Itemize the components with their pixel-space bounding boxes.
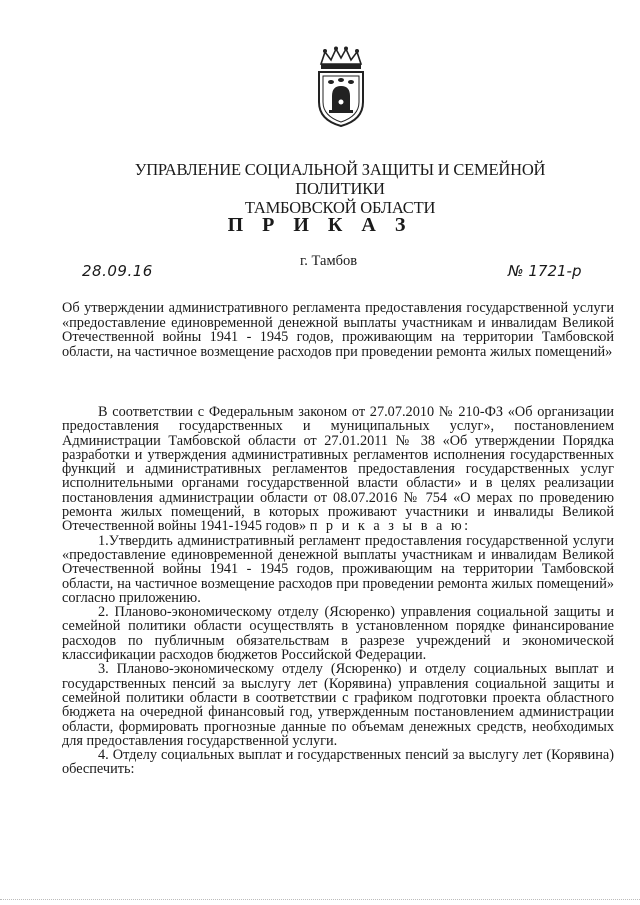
document-type-title: П Р И К А З bbox=[227, 214, 413, 236]
preamble-text: В соответствии с Федеральным законом от 27.07.2010 № 210-ФЗ «Об организации предоставления государственных и муниципальных услуг», постановлением Администрации Тамбовской области от 27.01.2011 № 38 «Об утверждении Порядка разработки и утверждения административных регламентов исполнения государственных функций и административных регламентов предоставления государственных услуг исполнительными органами государственной власти области» и в целях реализации постановления администрации области от 08.07.2016 № 754 «О мерах по проведению ремонта жилых помещений, в которых проживают участники и инвалиды Великой Отечественной войны 1941-1945 годов» bbox=[62, 404, 614, 535]
city-label: г. Тамбов bbox=[300, 253, 358, 269]
order-item-1: 1.Утвердить административный регламент предоставления государственной услуги «предоставление единовременной денежной выплаты участникам и инвалидам Великой Отечественной войны 1941 - 1945 годов, проживающим на территории Тамбовской области, на частичное возмещение расходов при проведении ремонта жилых помещений» согласно приложению. bbox=[62, 532, 614, 606]
order-subject bbox=[62, 301, 614, 359]
order-item-2: 2. Планово-экономическому отделу (Ясюренко) управления социальной защиты и семейной политики области осуществлять в установленном порядке финансирование расходов по публичным обязательствам в разрезе учреждений и экономической классификации расходов бюджетов Российской Федерации. bbox=[62, 604, 614, 664]
agency-name-line1: УПРАВЛЕНИЕ СОЦИАЛЬНОЙ ЗАЩИТЫ И СЕМЕЙНОЙ ПОЛИТИКИ bbox=[134, 160, 546, 198]
agency-name-line2: ТАМБОВСКОЙ ОБЛАСТИ bbox=[244, 198, 436, 217]
order-word: п р и к а з ы в а ю: bbox=[309, 518, 471, 535]
preamble-paragraph bbox=[62, 405, 614, 534]
handwritten-date: 28.09.16 bbox=[82, 262, 153, 280]
subject-text: Об утверждении административного регламента предоставления государственной услуги «предоставление единовременной денежной выплаты участникам и инвалидам Великой Отечественной войны 1941 - 1945 годов, проживающим на территории Тамбовской области, на частичное возмещение расходов при проведении ремонта жилых помещений» bbox=[62, 300, 614, 360]
order-body bbox=[62, 405, 614, 777]
order-item-4: 4. Отделу социальных выплат и государственных пенсий за выслугу лет (Корявина) обеспечить: bbox=[62, 747, 614, 778]
scan-edge-line bbox=[0, 899, 640, 901]
coat-of-arms-emblem bbox=[313, 46, 369, 128]
agency-name bbox=[90, 160, 590, 217]
order-item-3: 3. Планово-экономическому отделу (Ясюренко) и отделу социальных выплат и государственных пенсий за выслугу лет (Корявина) управления социальной защиты и семейной политики области в соответствии с графиком подготовки проекта областного бюджета на очередной финансовый год, утвержденным постановлением администрации области, формировать прогнозные данные по объемам денежных средств, необходимых для предоставления государственной услуги. bbox=[62, 661, 614, 749]
handwritten-order-number: № 1721-р bbox=[508, 262, 582, 280]
